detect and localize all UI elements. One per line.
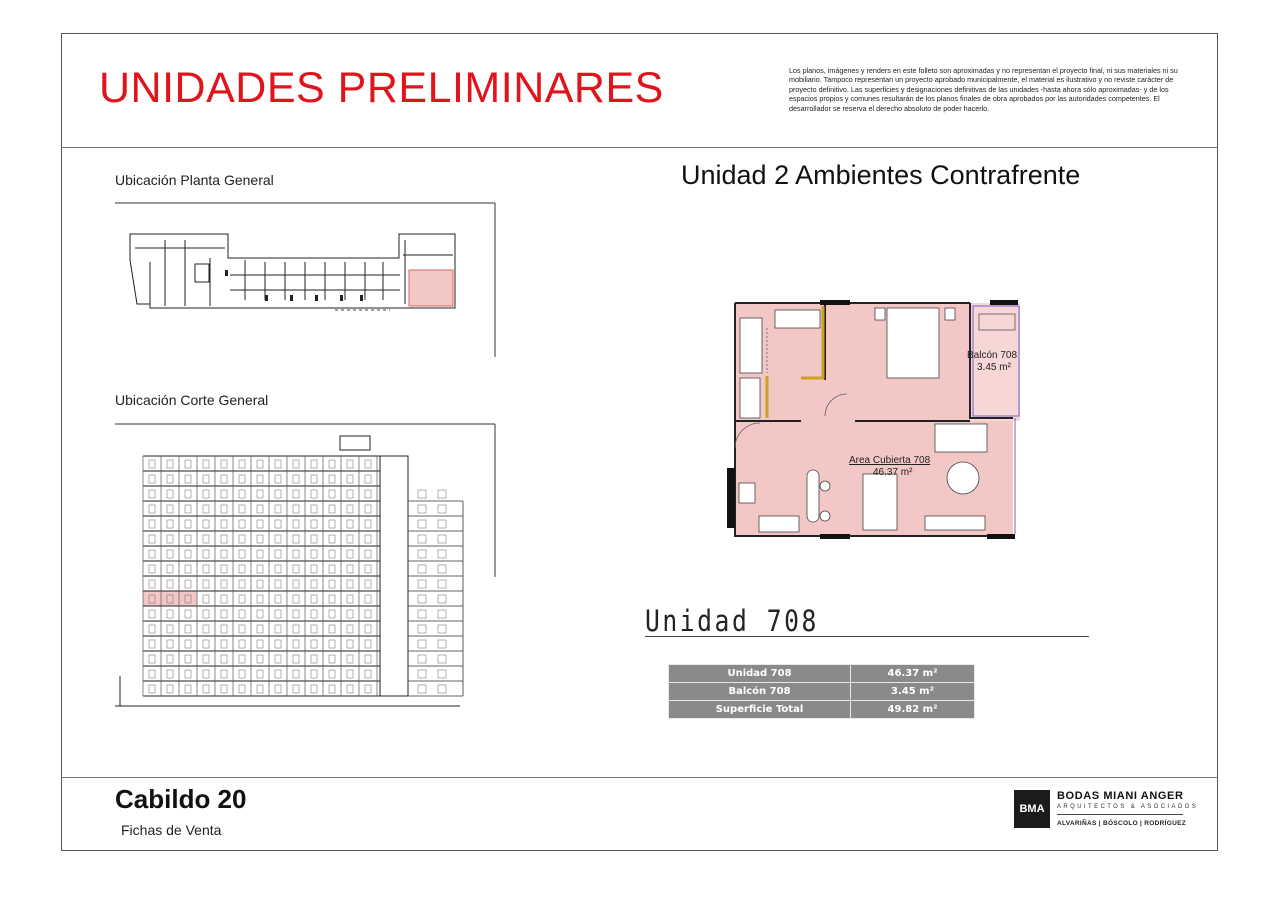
area-value: 46.37 m²: [851, 665, 975, 683]
area-name: Superficie Total: [669, 701, 851, 719]
areas-table: [668, 664, 975, 719]
firm-logo-mark: BMA: [1014, 790, 1050, 828]
balcony-name-label: Balcón 708: [967, 350, 1018, 361]
general-floor-plan: [115, 200, 500, 360]
logo-divider: [1057, 814, 1183, 815]
covered-area-name-label: Area Cubierta 708: [849, 455, 931, 466]
unit-heading-underline: [645, 636, 1089, 637]
area-name: Balcón 708: [669, 683, 851, 701]
covered-area-value-label: 46.37 m²: [873, 467, 913, 478]
page-title: UNIDADES PRELIMINARES: [99, 64, 664, 112]
table-row: [669, 665, 975, 683]
project-name: Cabildo 20: [115, 784, 247, 814]
table-row: [669, 701, 975, 719]
table-row: [669, 683, 975, 701]
balcony-area-label: 3.45 m²: [977, 362, 1011, 373]
disclaimer-text: Los planos, imágenes y renders en este folleto son aproximadas y no representan el proyecto final, ni sus materiales ni su mobiliario. Tampoco representan un proyecto aprobado municipalmente, el material es ilustrativo y no reviste carácter de proyecto definitivo. Las superficies y designaciones definitivas de las unidades -hasta ahora sólo aproximadas- y de los espacios propios y comunes resultarán de los planos finales de obra aprobados por las autoridades competentes. El desarrollador se reserva el derecho absoluto de poder hacerlo.: [789, 66, 1178, 113]
project-subtitle: Fichas de Venta: [121, 822, 222, 838]
section-location-label: Ubicación Corte General: [115, 392, 269, 408]
section-highlight-unit: [143, 591, 197, 606]
header-divider: [61, 147, 1218, 148]
footer-divider: [61, 777, 1218, 778]
plan-highlight-unit: [409, 270, 453, 306]
unit-heading: Unidad 708: [645, 604, 819, 638]
firm-partners: ALVARIÑAS | BÓSCOLO | RODRÍGUEZ: [1057, 820, 1186, 827]
area-value: 3.45 m²: [851, 683, 975, 701]
unit-floor-plan: [715, 298, 1025, 548]
area-name: Unidad 708: [669, 665, 851, 683]
firm-name: BODAS MIANI ANGER: [1057, 790, 1184, 802]
firm-subtitle: ARQUITECTOS & ASOCIADOS: [1057, 804, 1199, 810]
plan-location-label: Ubicación Planta General: [115, 172, 274, 188]
unit-type-title: Unidad 2 Ambientes Contrafrente: [681, 160, 1081, 190]
area-value: 49.82 m²: [851, 701, 975, 719]
general-section: [115, 422, 500, 712]
